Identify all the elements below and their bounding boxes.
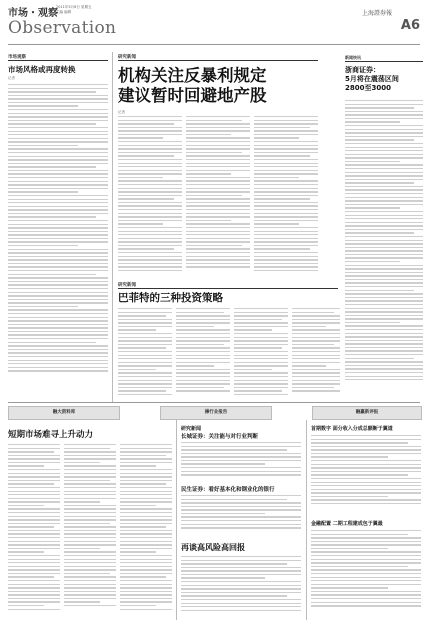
bottom-left-col-2 [64,444,116,620]
bottom-mid-headline-3: 再谈高风险高回报 [181,543,245,552]
main-headline-line-1: 机构关注反暴利规定 [118,66,267,85]
bottom-left-col-3 [120,444,172,620]
bottom-left-headline: 短期市场难寻上升动力 [8,430,94,440]
brief-headline-3: 2800至3000 [345,84,391,92]
header-meta [56,5,116,14]
brief-headline-1: 浙商证券： [345,66,380,74]
column-rule-bottom-1 [176,420,177,620]
bottom-bar-2: 操行业报告 [160,406,272,420]
bottom-bar-3: 融赢新评报 [312,406,422,420]
main-body-col-3 [254,116,318,276]
bottom-mid-headline-2: 民生证券：看好基本化和钢业化的银行 [181,487,275,493]
main-section-label: 研究新闻 [118,54,318,61]
column-rule-bottom-2 [306,420,307,620]
bottom-bar-1: 融大资料库 [8,406,120,420]
bottom-mid-text-2 [181,495,301,535]
left-headline: 市场风格或再度转换 [8,65,76,74]
left-section-label: 市场观察 [8,54,108,61]
brief-section-label: 新闻快讯 [345,55,423,62]
header-editors: 主编 编辑 [56,9,72,14]
page-header [8,4,420,45]
second-body-col-4 [292,308,340,400]
left-body-text [8,84,108,400]
brief-headline-2: 5月将在震荡区间 [345,75,399,83]
main-body-col-2 [186,116,250,276]
brand-title: 市场・观察 [8,8,58,19]
main-headline-line-2: 建议暂时回避地产股 [118,86,267,105]
news-brief-box [345,55,423,97]
bottom-right-text-1 [311,435,421,515]
second-headline: 巴菲特的三种投资策略 [118,292,223,304]
column-rule [112,52,113,402]
section-title: Observation [8,18,117,38]
bottom-mid-text-3 [181,556,301,620]
brief-headline [345,66,423,93]
second-body-col-1 [118,308,172,400]
bottom-mid-headline-1: 长城证券：关注能与对行业判断 [181,434,259,440]
brief-body-text [345,100,423,400]
header-date: 2011年5月6日 星期五 [56,5,92,9]
main-body-col-1 [118,116,182,276]
second-body-col-2 [176,308,230,400]
second-section-label: 研究新闻 [118,282,338,289]
bottom-right-text-2 [311,530,421,620]
bottom-left-col-1 [8,444,60,620]
bottom-right-headline-1: 首期数字 面分收入分成总额断于翼道 [311,426,393,432]
main-byline: 记者 [118,110,125,114]
main-headline [118,66,348,106]
second-body-col-3 [234,308,288,400]
bottom-mid-text-1 [181,442,301,482]
section-divider [8,402,420,403]
bottom-right-headline-2: 金融配置 二期工程建成包于翼最 [311,521,383,527]
paper-name: 上海證券報 [361,10,392,17]
left-byline: 记者 [8,76,15,80]
bottom-mid-label: 研究新闻 [181,426,202,432]
page-number: A6 [400,18,420,33]
